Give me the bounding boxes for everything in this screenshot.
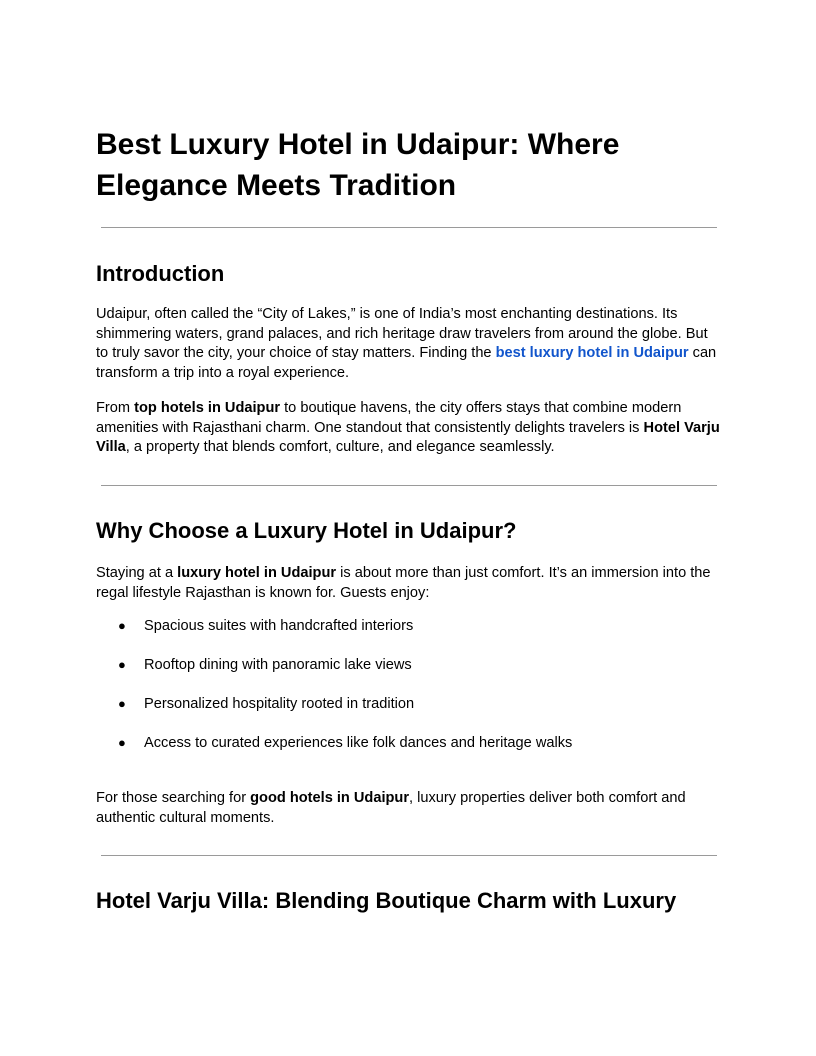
bullet-icon: ● [118, 657, 126, 672]
why-p1-text-1: Staying at a [96, 565, 178, 581]
horizontal-rule [101, 485, 717, 486]
list-item [96, 616, 720, 655]
best-luxury-hotel-link[interactable]: best luxury hotel in Udaipur [495, 345, 689, 362]
list-item-text: Rooftop dining with panoramic lake views [144, 657, 412, 673]
intro-heading: Introduction [96, 261, 225, 286]
list-item-text: Access to curated experiences like folk dances and heritage walks [144, 735, 573, 751]
intro-p1-text-before: Udaipur, often called the “City of Lakes,” is one of India’s most enchanting destinations. Its shimmering waters, grand palaces, and rich heritage draw travelers from around the globe. But to truly savor the city, your choice of stay matters. Finding the [96, 306, 708, 362]
intro-paragraph-1 [96, 305, 720, 383]
why-p2-bold-1: good hotels in Udaipur [250, 790, 410, 806]
intro-p2-text-2: to boutique havens, the city offers stays that combine modern amenities with Rajasthani charm. One standout that consistently delights travelers is [96, 400, 682, 436]
why-p1-bold-1: luxury hotel in Udaipur [177, 565, 337, 581]
list-item-text: Personalized hospitality rooted in tradition [144, 696, 415, 712]
benefits-list [96, 616, 720, 772]
why-heading: Why Choose a Luxury Hotel in Udaipur? [96, 518, 517, 543]
intro-p2-bold-2: Hotel Varju Villa [96, 419, 720, 456]
intro-p2-bold-1: top hotels in Udaipur [134, 400, 281, 416]
intro-p2-text-1: From [96, 400, 135, 416]
why-p2-text-2: , luxury properties deliver both comfort and authentic cultural moments. [96, 790, 686, 826]
intro-p1-text-after: can transform a trip into a royal experience. [96, 345, 717, 381]
list-item-text: Spacious suites with handcrafted interiors [144, 618, 414, 634]
why-paragraph-1 [96, 564, 720, 603]
why-p1-text-2: is about more than just comfort. It’s an immersion into the regal lifestyle Rajasthan is known for. Guests enjoy: [96, 565, 711, 601]
list-item [96, 655, 720, 694]
bullet-icon: ● [118, 696, 126, 711]
why-paragraph-2 [96, 789, 720, 828]
list-item [96, 733, 720, 772]
horizontal-rule [101, 227, 717, 228]
horizontal-rule [101, 855, 717, 856]
bullet-icon: ● [118, 618, 126, 633]
varju-heading: Hotel Varju Villa: Blending Boutique Charm with Luxury [96, 888, 677, 913]
intro-p2-text-3: , a property that blends comfort, culture, and elegance seamlessly. [125, 439, 555, 456]
intro-paragraph-2 [96, 399, 720, 458]
document-title: Best Luxury Hotel in Udaipur: Where Elegance Meets Tradition [96, 128, 620, 202]
why-p2-text-1: For those searching for [96, 790, 251, 806]
list-item [96, 694, 720, 733]
bullet-icon: ● [118, 735, 126, 750]
